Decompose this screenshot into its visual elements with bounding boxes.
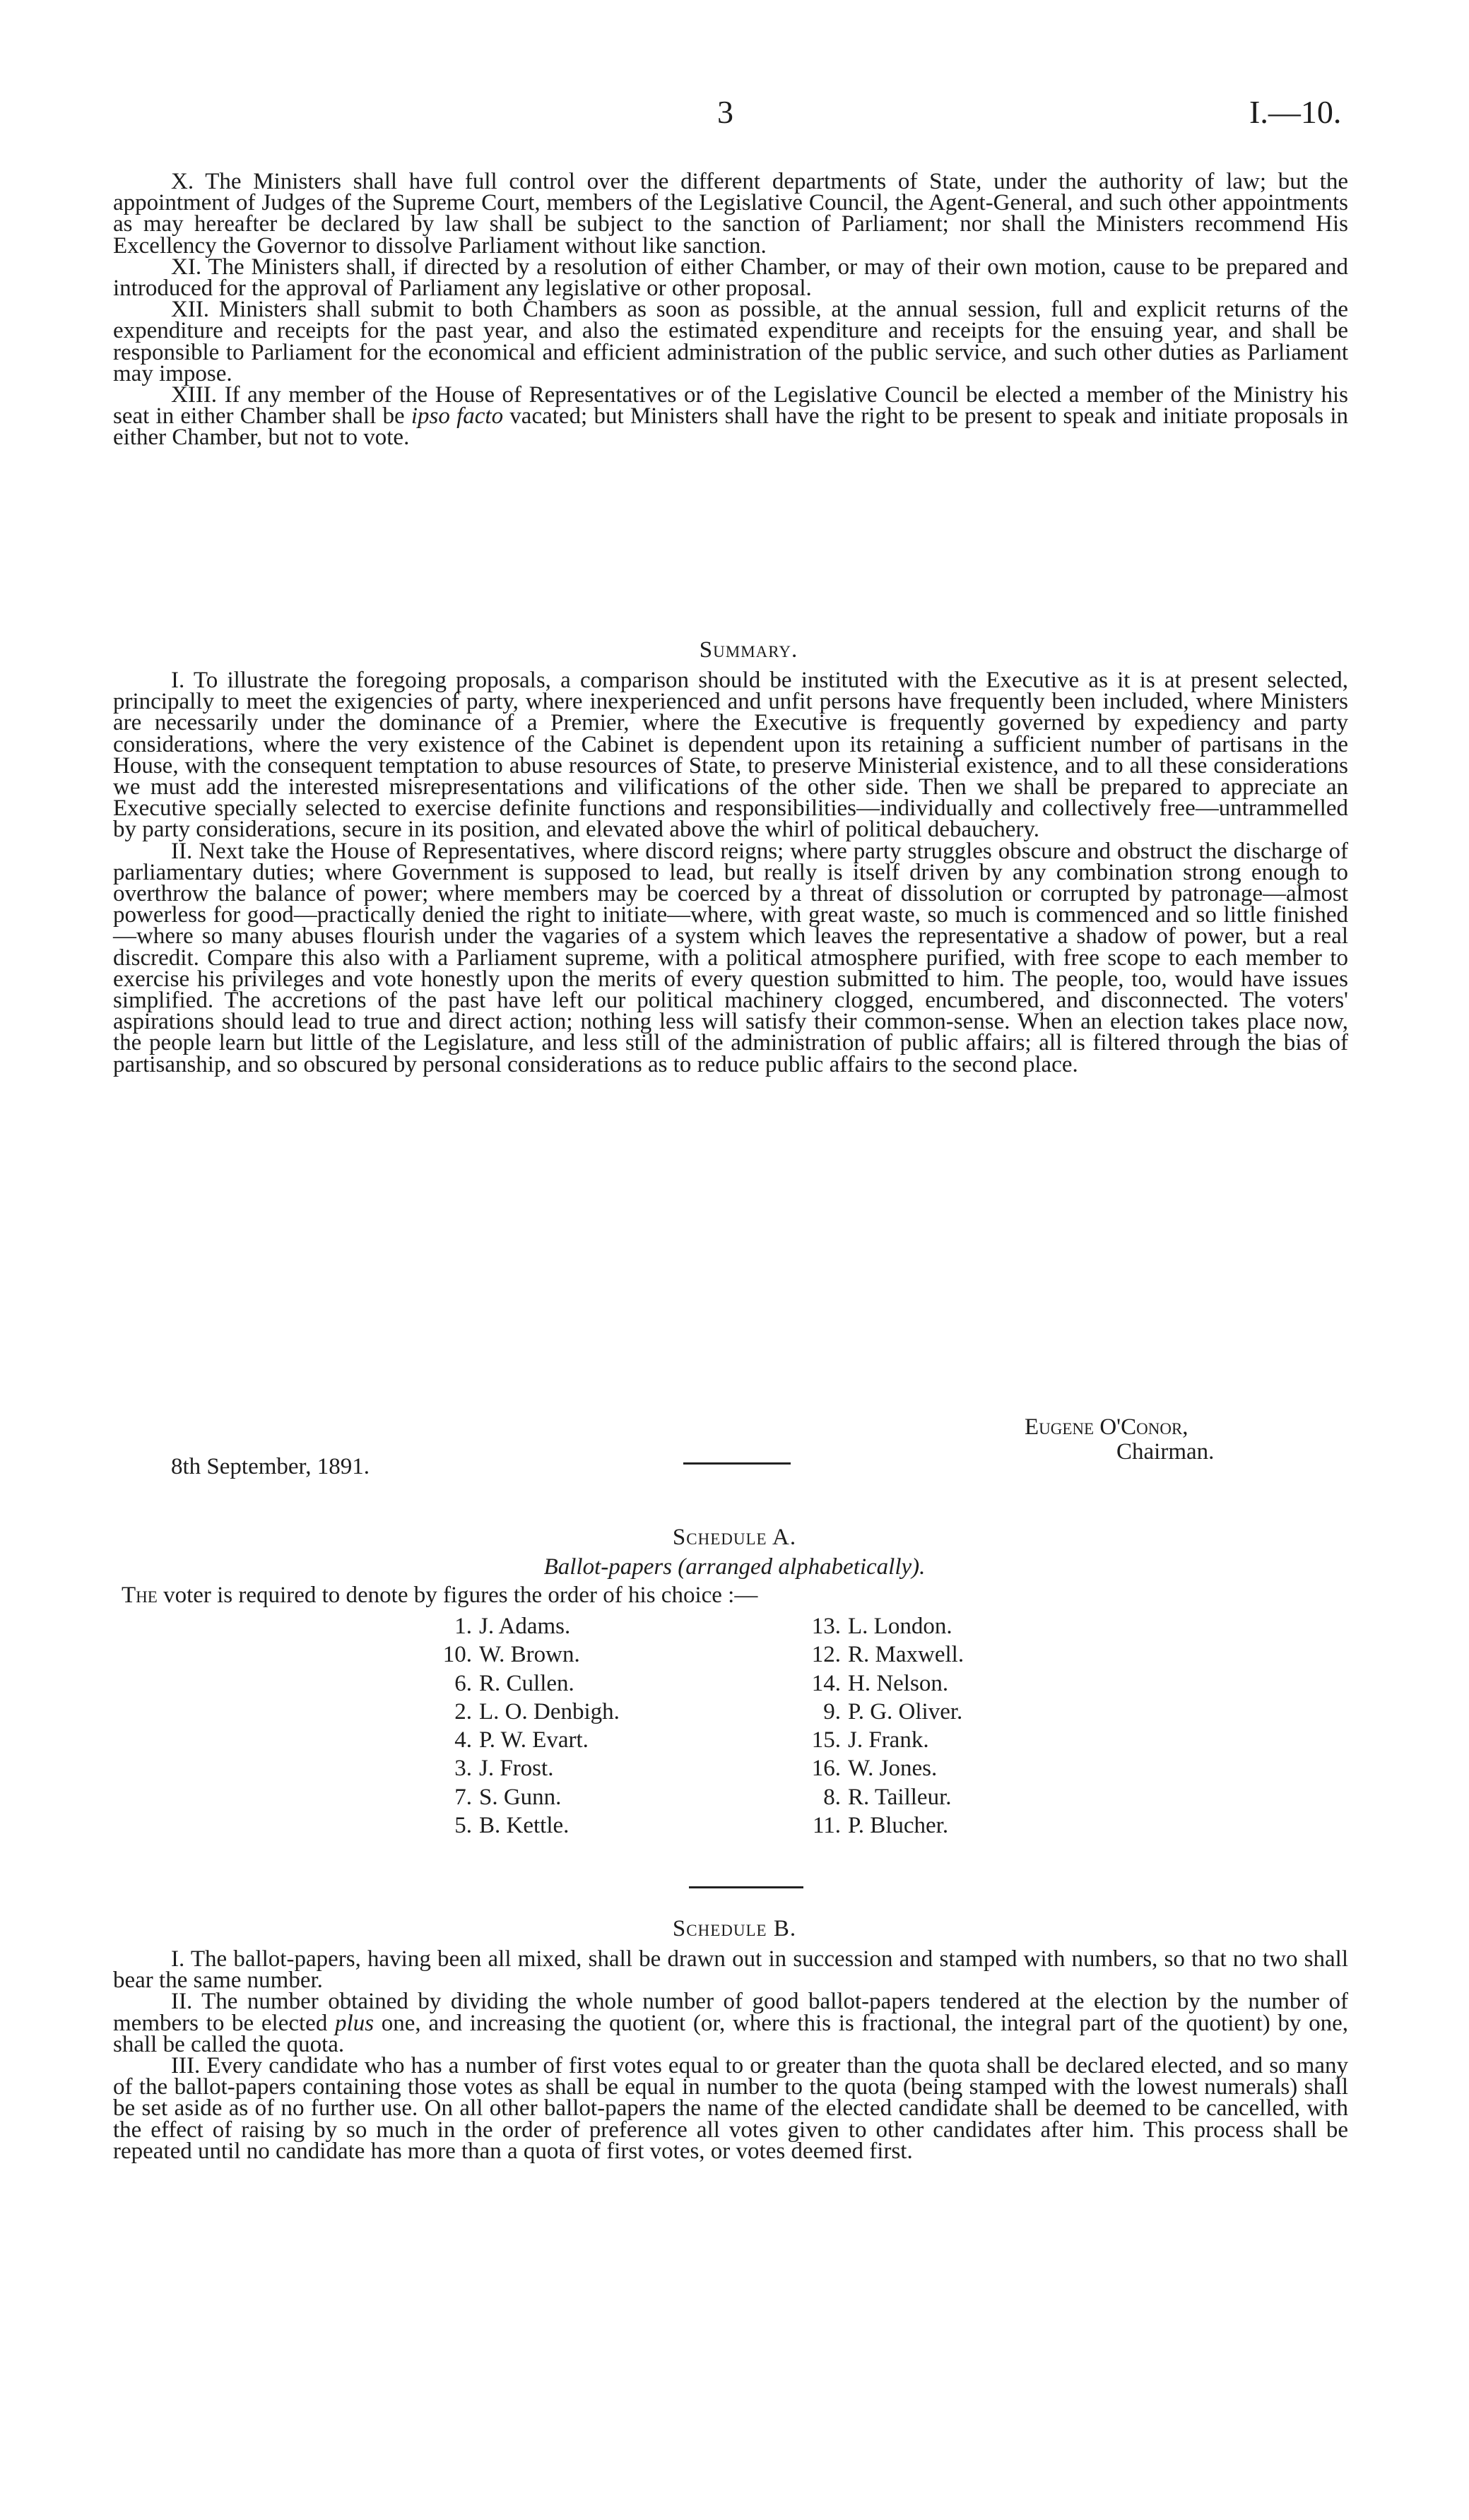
candidate-name: J. Frank. [848, 1727, 929, 1753]
clause-xi: XI. The Ministers shall, if directed by a resolution of either Chamber, or may of their own motion, cause to be prepared and introduced for the approval of Parliament any legislative or other proposal. [113, 254, 1348, 302]
clause-x: X. The Ministers shall have full control over the different departments of State, under the authority of law; but the appointment of Judges of the Supreme Court, members of the Legislative Council, the Agent-General, and such other appointments as may hereafter be declared by law shall be subject to the sanction of Parliament; nor shall the Ministers recommend His Excellency the Governor to dissolve Parliament without like sanction. [113, 169, 1348, 259]
candidate-name: P. G. Oliver. [848, 1698, 963, 1725]
report-date: 8th September, 1891. [171, 1454, 370, 1479]
candidate-name: H. Nelson. [848, 1670, 949, 1696]
ballot-list-left [431, 1612, 620, 1840]
schedule-a-heading: Schedule A. [672, 1525, 797, 1550]
clause-xii: XII. Ministers shall submit to both Chambers as soon as possible, at the annual session, full and explicit returns of the expenditure and receipts for the past year, and also the estimated expenditure and receipts for the ensuing year, and shall be responsible to Parliament for the economical and efficient administration of the public service, and such other duties as Parliament may impose. [113, 297, 1348, 386]
clause-xiii-italic: ipso facto [411, 403, 504, 430]
candidate-name: W. Jones. [848, 1756, 938, 1782]
ballot-number: 16. [811, 1756, 841, 1782]
summary-heading: Summary. [699, 637, 798, 663]
candidate-name: R. Maxwell. [848, 1642, 964, 1668]
ballot-entry [800, 1754, 964, 1782]
ballot-number: 12. [811, 1642, 841, 1668]
instruction-lead: The [122, 1583, 158, 1608]
ballot-entry [800, 1612, 964, 1640]
ballot-entry [431, 1698, 620, 1726]
ballot-entry [800, 1811, 964, 1840]
para2-italic: plus [335, 2010, 374, 2036]
ballot-entry [431, 1754, 620, 1782]
clause-xiii-text-b: vacated; but Ministers shall have the right to be present to speak and initiate proposals in either Chamber, but not to vote. [113, 403, 1348, 451]
summary-section [113, 670, 1348, 1075]
ballot-number: 3. [454, 1756, 472, 1782]
candidate-name: R. Cullen. [479, 1670, 574, 1696]
ballot-entry [800, 1783, 964, 1811]
para2-text-a: II. The number obtained by dividing the whole number of good ballot-papers tendered at the election by the number of members to be elected [113, 1989, 1348, 2036]
clause-xiii [113, 384, 1348, 449]
ballot-number: 4. [454, 1727, 472, 1753]
ballot-number: 5. [454, 1813, 472, 1839]
instruction-text: voter is required to denote by figures the order of his choice :— [157, 1583, 758, 1608]
ballot-number: 11. [812, 1813, 841, 1839]
candidate-name: B. Kettle. [479, 1813, 570, 1839]
candidate-name: J. Frost. [479, 1756, 554, 1782]
ballot-entry [431, 1669, 620, 1698]
schedule-b-section [113, 1948, 1348, 2162]
ballot-number: 7. [454, 1784, 472, 1810]
ballot-number: 1. [454, 1614, 472, 1639]
schedule-a-subheading: Ballot-papers (arranged alphabetically). [543, 1554, 926, 1580]
schedule-a-instruction [122, 1583, 757, 1609]
candidate-name: L. London. [848, 1614, 952, 1639]
candidate-name: R. Tailleur. [848, 1784, 952, 1810]
ballot-number: 8. [823, 1784, 841, 1810]
signatory-name: Eugene O'Conor, [1025, 1414, 1188, 1440]
schedule-b-paragraph-1: I. The ballot-papers, having been all mixed, shall be drawn out in succession and stamped with numbers, so that no two shall bear the same number. [113, 1946, 1348, 1994]
ballot-entry [431, 1811, 620, 1840]
candidate-name: W. Brown. [479, 1642, 580, 1668]
divider-rule [689, 1886, 803, 1888]
ballot-entry [800, 1669, 964, 1698]
ballot-entry [431, 1726, 620, 1754]
ballot-entry [431, 1783, 620, 1811]
clauses-section [113, 171, 1348, 449]
schedule-b-paragraph-3: III. Every candidate who has a number of first votes equal to or greater than the quota shall be declared elected, and so many of the ballot-papers containing those votes as shall be equal in number to the quota (being stamped with the lowest numerals) shall be set aside as of no further use. On all other ballot-papers the name of the elected candidate shall be deemed to be cancelled, with the effect of raising by so much in the order of preference all votes given to other candidates after him. This process shall be repeated until no candidate has more than a quota of first votes, or votes deemed first. [113, 2053, 1348, 2164]
ballot-entry [800, 1640, 964, 1669]
ballot-entry [431, 1612, 620, 1640]
ballot-entry [800, 1726, 964, 1754]
schedule-b-heading: Schedule B. [672, 1916, 797, 1941]
ballot-entry [431, 1640, 620, 1669]
candidate-name: P. Blucher. [848, 1813, 949, 1839]
summary-paragraph-1: I. To illustrate the foregoing proposals, a comparison should be instituted with the Executive as it is at present selected, principally to meet the exigencies of party, where inexperienced and unfit persons have frequently been included, where Ministers are necessarily under the dominance of a Premier, where the Executive is frequently governed by expediency and party considerations, where the very existence of the Cabinet is dependent upon its retaining a sufficient number of partisans in the House, with the consequent temptation to abuse resources of State, to preserve Ministerial existence, and to all these considerations we must add the interested misrepresentations and vilifications of the other side. Then we shall be prepared to appreciate an Executive specially selected to exercise definite functions and responsibilities—individually and collectively free—untrammelled by party considerations, secure in its position, and elevated above the whirl of political debauchery. [113, 668, 1348, 843]
ballot-number: 6. [454, 1670, 472, 1696]
candidate-name: S. Gunn. [479, 1784, 562, 1810]
clause-xiii-text-a: XIII. If any member of the House of Representatives or of the Legislative Council be elected a member of the Ministry his seat in either Chamber shall be [113, 382, 1348, 430]
ballot-list-right [800, 1612, 964, 1840]
candidate-name: P. W. Evart. [479, 1727, 589, 1753]
ballot-number: 15. [811, 1727, 841, 1753]
para2-text-b: one, and increasing the quotient (or, where this is fractional, the integral part of the quotient) by one, shall be called the quota. [113, 2010, 1349, 2057]
ballot-number: 2. [454, 1698, 472, 1725]
candidate-name: L. O. Denbigh. [479, 1698, 620, 1725]
ballot-number: 10. [442, 1642, 472, 1668]
document-reference: I.—10. [1249, 94, 1342, 130]
ballot-number: 14. [811, 1670, 841, 1696]
ballot-entry [800, 1698, 964, 1726]
ballot-number: 9. [823, 1698, 841, 1725]
candidate-name: J. Adams. [479, 1614, 571, 1639]
schedule-b-paragraph-2 [113, 1991, 1348, 2055]
summary-paragraph-2: II. Next take the House of Representatives, where discord reigns; where party struggles obscure and obstruct the discharge of parliamentary duties; where Government is supposed to lead, but really is itself driven by any combination strong enough to overthrow the balance of power; where members may be coerced by a threat of dissolution or corrupted by patronage—almost powerless for good—practically denied the right to initiate—where, with great waste, so much is commenced and so little finished—where so many abuses flourish under the vagaries of a system which leaves the representative a shadow of power, but a real discredit. Compare this also with a Parliament supreme, with a political atmosphere purified, with free scope to each member to exercise his privileges and vote honestly upon the merits of every question submitted to him. The people, too, would have issues simplified. The accretions of the past have left our political machinery clogged, encumbered, and disconnected. The voters' aspirations should lead to true and direct action; nothing less will satisfy their common-sense. When an election takes place now, the people learn but little of the Legislature, and less still of the administration of public affairs; all is filtered through the bias of partisanship, and so obscured by personal considerations as to reduce public affairs to the second place. [113, 838, 1348, 1077]
page-number: 3 [717, 94, 733, 130]
signatory-role: Chairman. [1116, 1439, 1215, 1465]
divider-rule [683, 1462, 791, 1465]
ballot-number: 13. [811, 1614, 841, 1639]
